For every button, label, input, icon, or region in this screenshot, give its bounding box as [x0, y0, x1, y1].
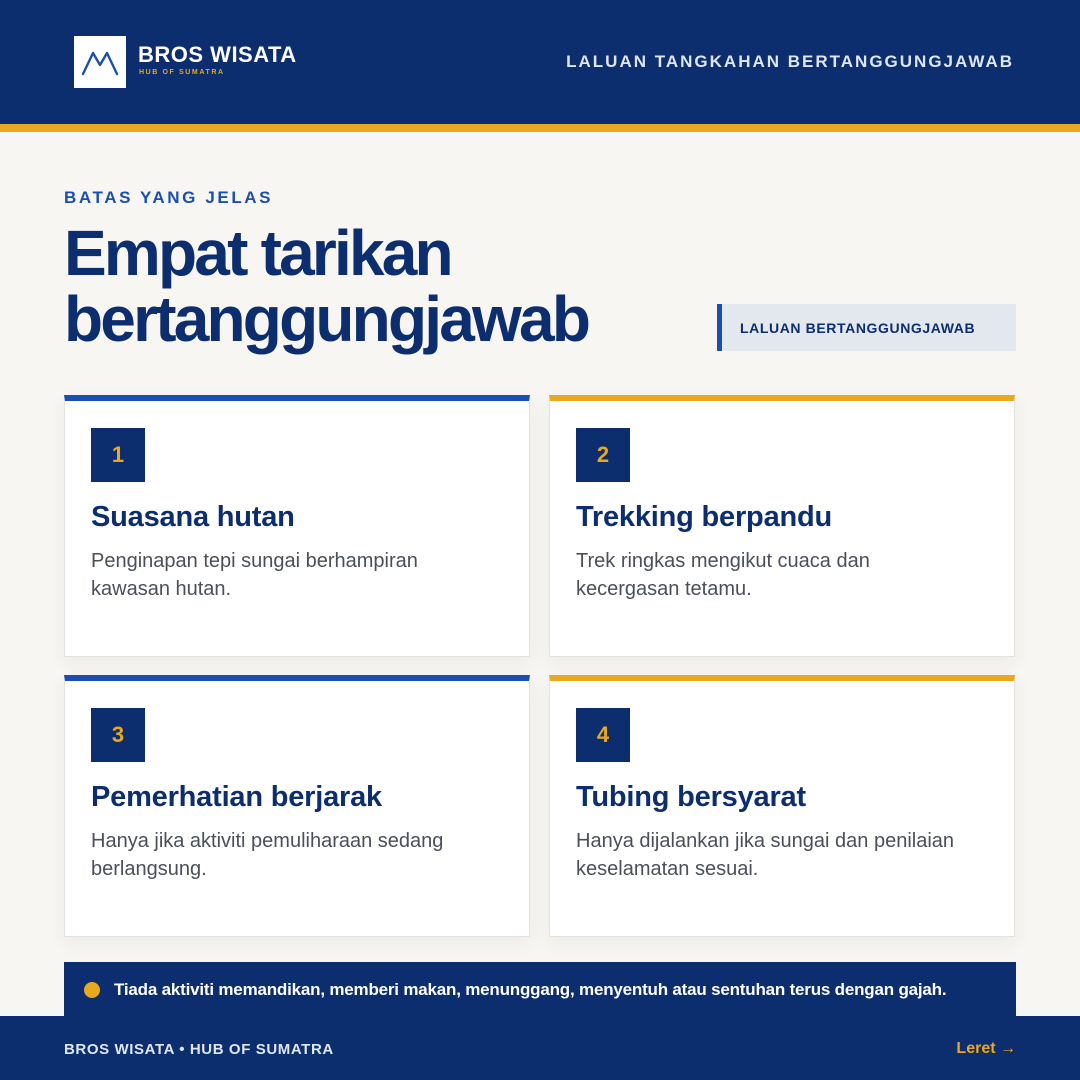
brand-name: BROS WISATA: [138, 42, 297, 67]
bullet-dot-icon: [84, 982, 100, 998]
attraction-card-2: [549, 395, 1015, 657]
card-title: Pemerhatian berjarak: [91, 781, 382, 813]
brand-tagline: HUB OF SUMATRA: [139, 69, 225, 76]
swipe-next-link[interactable]: Leret →: [956, 1040, 1016, 1057]
card-number: 3: [91, 708, 145, 762]
route-tag: LALUAN BERTANGGUNGJAWAB: [717, 304, 1016, 351]
footer-brand: BROS WISATA • HUB OF SUMATRA: [64, 1041, 334, 1058]
header-route-link[interactable]: LALUAN TANGKAHAN BERTANGGUNGJAWAB: [566, 52, 1014, 71]
page-title: [64, 217, 704, 355]
card-number: 1: [91, 428, 145, 482]
attraction-card-1: [64, 395, 530, 657]
brand-logo[interactable]: [74, 36, 126, 88]
card-description: Penginapan tepi sungai berhampiran kawasan hutan.: [91, 550, 418, 600]
notice-text: Tiada aktiviti memandikan, memberi makan, menunggang, menyentuh atau sentuhan terus dengan gajah.: [114, 980, 947, 999]
page-title-line-2: bertanggungjawab: [64, 283, 589, 355]
header-divider: [0, 124, 1080, 132]
card-description: Trek ringkas mengikut cuaca dan kecergasan tetamu.: [576, 550, 870, 600]
section-eyebrow: BATAS YANG JELAS: [64, 188, 274, 207]
header: [0, 0, 1080, 124]
card-description: Hanya dijalankan jika sungai dan penilaian keselamatan sesuai.: [576, 830, 955, 880]
notice-banner: [64, 962, 1016, 1018]
card-number: 4: [576, 708, 630, 762]
mountain-icon: [80, 47, 120, 77]
attraction-card-3: [64, 675, 530, 937]
page-title-line-1: Empat tarikan: [64, 217, 451, 289]
card-description: Hanya jika aktiviti pemuliharaan sedang berlangsung.: [91, 830, 444, 880]
footer: [0, 1016, 1080, 1080]
card-title: Suasana hutan: [91, 501, 295, 533]
attraction-card-4: [549, 675, 1015, 937]
card-number: 2: [576, 428, 630, 482]
card-title: Tubing bersyarat: [576, 781, 806, 813]
card-title: Trekking berpandu: [576, 501, 833, 533]
